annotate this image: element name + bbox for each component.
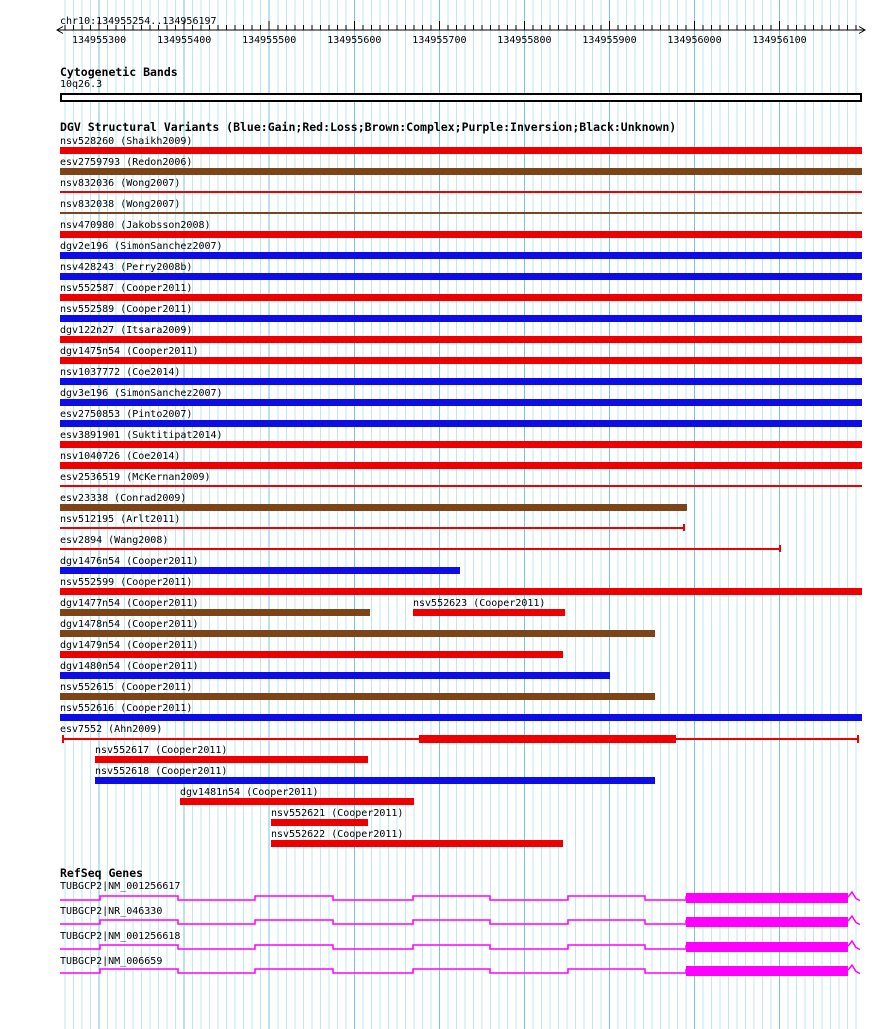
ruler-tick-label: 134955600 [327,35,382,46]
gene-label: TUBGCP2|NM_001256617 [60,881,181,892]
gene-intron-line[interactable] [60,920,686,924]
gene-intron-line[interactable] [60,896,686,900]
gene-continuation-icon [848,892,860,901]
variant-label: nsv552589 (Cooper2011) [60,304,193,315]
variant-label: dgv1476n54 (Cooper2011) [60,556,199,567]
gene-intron-line[interactable] [60,945,686,949]
gene-continuation-icon [848,941,860,950]
variant-label: nsv528260 (Shaikh2009) [60,136,193,147]
dgv-section-header: DGV Structural Variants (Blue:Gain;Red:Loss;Brown:Complex;Purple:Inversion;Black:Unknown) [60,120,677,134]
cytogenetic-bands-header: Cytogenetic Bands [60,65,178,79]
variant-label: nsv1037772 (Coe2014) [60,367,181,378]
variant-label: esv2759793 (Redon2006) [60,157,193,168]
gene-continuation-icon [848,916,860,925]
variant-label: nsv552623 (Cooper2011) [413,598,546,609]
variant-label: esv7552 (Ahn2009) [60,724,163,735]
variant-label: esv3891901 (Suktitipat2014) [60,430,223,441]
variant-label: esv23338 (Conrad2009) [60,493,187,504]
gene-intron-line[interactable] [60,969,686,973]
variant-label: dgv1478n54 (Cooper2011) [60,619,199,630]
variant-label: esv2894 (Wang2008) [60,535,169,546]
gene-label: TUBGCP2|NM_006659 [60,956,163,967]
ruler-tick-label: 134955300 [72,35,127,46]
variant-label: nsv552622 (Cooper2011) [271,829,404,840]
variant-label: nsv552587 (Cooper2011) [60,283,193,294]
variant-label: nsv552617 (Cooper2011) [95,745,228,756]
variant-label: nsv552621 (Cooper2011) [271,808,404,819]
refseq-section-header: RefSeq Genes [60,866,144,880]
variant-label: dgv2e196 (SimonSanchez2007) [60,241,223,252]
variant-label: nsv512195 (Arlt2011) [60,514,181,525]
gene-continuation-icon [848,965,860,974]
variant-label: nsv552616 (Cooper2011) [60,703,193,714]
variant-label: dgv1477n54 (Cooper2011) [60,598,199,609]
variant-label: nsv428243 (Perry2008b) [60,262,193,273]
exon-box[interactable] [686,917,848,927]
variant-label: esv2536519 (McKernan2009) [60,472,211,483]
variant-label: nsv552599 (Cooper2011) [60,577,193,588]
ruler-tick-label: 134955900 [582,35,637,46]
variant-label: dgv1479n54 (Cooper2011) [60,640,199,651]
variant-label: dgv1480n54 (Cooper2011) [60,661,199,672]
region-title: chr10:134955254..134956197 [60,16,217,27]
exon-box[interactable] [686,942,848,952]
ruler-tick-label: 134956100 [752,35,807,46]
exon-box[interactable] [686,966,848,976]
ruler-tick-label: 134955400 [157,35,212,46]
variant-label: nsv470980 (Jakobsson2008) [60,220,211,231]
variant-label: dgv3e196 (SimonSanchez2007) [60,388,223,399]
ruler-tick-label: 134955800 [497,35,552,46]
variant-label: dgv122n27 (Itsara2009) [60,325,193,336]
ruler-tick-label: 134956000 [667,35,722,46]
variant-label: nsv832038 (Wong2007) [60,199,181,210]
variant-label: nsv1040726 (Coe2014) [60,451,181,462]
gene-label: TUBGCP2|NR_046330 [60,906,163,917]
variant-label: dgv1475n54 (Cooper2011) [60,346,199,357]
cytoband-label: 10q26.3 [60,79,103,90]
ruler-tick-label: 134955500 [242,35,297,46]
variant-label: nsv552615 (Cooper2011) [60,682,193,693]
variant-label: esv2750853 (Pinto2007) [60,409,193,420]
variant-label: nsv832036 (Wong2007) [60,178,181,189]
variant-label: nsv552618 (Cooper2011) [95,766,228,777]
exon-box[interactable] [686,893,848,903]
ruler-tick-label: 134955700 [412,35,467,46]
variant-label: dgv1481n54 (Cooper2011) [180,787,319,798]
gene-label: TUBGCP2|NM_001256618 [60,931,181,942]
